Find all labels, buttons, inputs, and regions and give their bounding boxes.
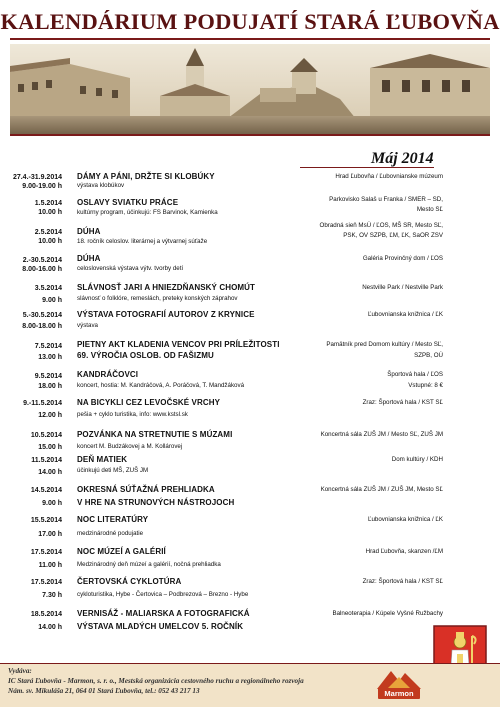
event-time: 9.00 h <box>42 297 62 304</box>
marmon-logo-text: Marmon <box>378 688 420 699</box>
event-title: NOC MÚZEÍ A GALÉRIÍ <box>77 547 166 556</box>
event-date: 3.5.2014 <box>34 285 62 292</box>
event-date: 18.5.2014 <box>30 611 62 618</box>
event-description: celoslovenská výstava výtv. tvorby detí <box>77 265 184 272</box>
event-date: 5.-30.5.2014 <box>22 312 62 319</box>
event-title: VÝSTAVA FOTOGRAFIÍ AUTOROV Z KRYNICE <box>77 310 255 319</box>
page-title: KALENDÁRIUM PODUJATÍ STARÁ ĽUBOVŇA <box>0 9 500 34</box>
event-time: 14.00 h <box>38 469 62 476</box>
event-time: 13.00 h <box>38 354 62 361</box>
event-description: slávnosť o folklóre, remeslách, preteky konských záprahov <box>77 295 238 302</box>
event-time: 8.00-18.00 h <box>22 323 62 330</box>
footer-contact: Nám. sv. Mikuláša 21, 064 01 Stará Ľubovňa, tel.: 052 43 217 13 <box>8 687 200 695</box>
event-date: 2.5.2014 <box>34 229 62 236</box>
event-venue: Zraz: Športová hala / KST SĽ <box>362 399 443 406</box>
event-date: 14.5.2014 <box>30 487 62 494</box>
month-heading: Máj 2014 <box>371 150 434 167</box>
banner-bottom-border <box>10 44 490 136</box>
event-description: účinkujú deti MŠ, ZUŠ JM <box>77 467 149 474</box>
event-title: KANDRÁČOVCI <box>77 370 139 379</box>
event-description: cykloturistika, Hybe - Čertovica – Podbrezová – Brezno - Hybe <box>77 591 249 598</box>
event-title: PIETNY AKT KLADENIA VENCOV PRI PRÍLEŽITOSTI <box>77 340 280 349</box>
event-venue: Športová hala / ĽOS <box>387 371 443 378</box>
event-title: POZVÁNKA NA STRETNUTIE S MÚZAMI <box>77 430 233 439</box>
event-time: 18.00 h <box>38 383 62 390</box>
event-date: 2.-30.5.2014 <box>22 257 62 264</box>
event-venue: Koncertná sála ZUŠ JM / Mesto SĽ, ZUŠ JM <box>320 431 443 438</box>
event-venue: Obradná sieň MsÚ / ĽOS, MŠ SR, Mesto SĽ, <box>319 222 443 229</box>
event-venue: Ľubovnianska knižnica / ĽK <box>368 516 443 523</box>
event-title-line2: VÝSTAVA MLADÝCH UMELCOV 5. ROČNÍK <box>77 622 244 631</box>
event-title: NOC LITERATÚRY <box>77 515 149 524</box>
event-time: 7.30 h <box>42 592 62 599</box>
event-date: 9.-11.5.2014 <box>23 400 62 407</box>
title-divider <box>10 38 490 40</box>
event-description: medzinárodné podujatie <box>77 530 144 537</box>
event-venue: Balneoterapia / Kúpele Vyšné Ružbachy <box>332 610 443 617</box>
event-venue-secondary: Mesto SĽ <box>416 206 443 213</box>
event-time: 17.00 h <box>38 531 62 538</box>
event-date: 10.5.2014 <box>30 432 62 439</box>
event-time: 9.00-19.00 h <box>22 183 62 190</box>
event-venue: Nestville Park / Nestville Park <box>362 284 443 291</box>
event-date: 27.4.-31.9.2014 <box>12 174 62 181</box>
event-time: 14.00 h <box>38 624 62 631</box>
event-time: 11.00 h <box>38 562 62 569</box>
event-venue: Hrad Ľubovňa / Ľubovnianske múzeum <box>335 173 443 180</box>
event-time: 9.00 h <box>42 500 62 507</box>
event-venue-secondary: PSK, OV SZPB, ĽM, ĽK, SaOR ZSV <box>343 232 443 239</box>
footer-publisher-label: Vydáva: <box>8 667 32 675</box>
event-title: DEŇ MATIEK <box>77 455 128 464</box>
event-venue: Zraz: Športová hala / KST SĽ <box>362 578 443 585</box>
event-venue: Koncertná sála ZUŠ JM / ZUŠ JM, Mesto SĽ <box>320 486 443 493</box>
event-title: DÁMY A PÁNI, DRŽTE SI KLOBÚKY <box>77 172 215 181</box>
event-venue: Pamätník pred Domom kultúry / Mesto SĽ, <box>326 341 443 348</box>
event-title: ČERTOVSKÁ CYKLOTÚRA <box>77 577 182 586</box>
event-time: 15.00 h <box>38 444 62 451</box>
event-title: VERNISÁŽ - MALIARSKA A FOTOGRAFICKÁ <box>77 609 250 618</box>
event-title: SLÁVNOSŤ JARI A HNIEZDŇANSKÝ CHOMÚT <box>77 283 256 292</box>
event-title: DÚHA <box>77 254 101 263</box>
event-description: koncert M. Budzákovej a M. Kollárovej <box>77 443 183 450</box>
event-time: 10.00 h <box>38 209 62 216</box>
event-title-line2: V HRE NA STRUNOVÝCH NÁSTROJOCH <box>77 498 235 507</box>
event-title: DÚHA <box>77 227 101 236</box>
event-admission: Vstupné: 8 € <box>408 382 443 389</box>
event-date: 17.5.2014 <box>30 579 62 586</box>
event-venue-secondary: SZPB, OÚ <box>414 352 443 359</box>
event-description: kultúrny program, účinkujú: FS Barvinok, Kamienka <box>77 209 218 216</box>
event-venue: Ľubovnianska knižnica / ĽK <box>368 311 443 318</box>
event-venue: Parkovisko Salaš u Franka / SMER – SD, <box>329 196 443 203</box>
event-time: 12.00 h <box>38 412 62 419</box>
event-venue: Galéria Provinčný dom / ĽOS <box>362 255 443 262</box>
town-photo-banner <box>10 44 490 136</box>
event-date: 17.5.2014 <box>30 549 62 556</box>
event-venue: Dom kultúry / KDH <box>391 456 443 463</box>
event-date: 11.5.2014 <box>31 457 62 464</box>
month-divider <box>300 167 434 168</box>
event-title: OKRESNÁ SÚŤAŽNÁ PREHLIADKA <box>77 485 215 494</box>
event-venue: Hrad Ľubovňa, skanzen /ĽM <box>365 548 443 555</box>
footer-publisher-name: IC Stará Ľubovňa - Marmon, s. r. o., Mestská organizácia cestovného ruchu a regionálneho rozvoja <box>8 677 304 685</box>
event-title: OSLAVY SVIATKU PRÁCE <box>77 198 179 207</box>
event-description: výstava klobúkov <box>77 182 125 189</box>
event-title-line2: 69. VÝROČIA OSLOB. OD FAŠIZMU <box>77 351 214 360</box>
event-title: NA BICYKLI CEZ LEVOČSKÉ VRCHY <box>77 398 221 407</box>
event-description: koncert, hostia: M. Kandráčová, A. Poráčová, T. Mandžáková <box>77 382 245 389</box>
event-description: 18. ročník celoslov. literárnej a výtvarnej súťaže <box>77 238 208 245</box>
event-date: 9.5.2014 <box>34 373 62 380</box>
event-description: pešia + cyklo turistika, info: www.kstsl.sk <box>77 411 188 418</box>
event-date: 7.5.2014 <box>34 343 62 350</box>
event-description: Medzinárodný deň múzeí a galérií, nočná prehliadka <box>77 561 221 568</box>
event-description: výstava <box>77 322 98 329</box>
event-date: 1.5.2014 <box>34 200 62 207</box>
event-date: 15.5.2014 <box>30 517 62 524</box>
event-time: 8.00-16.00 h <box>22 266 62 273</box>
event-time: 10.00 h <box>38 238 62 245</box>
